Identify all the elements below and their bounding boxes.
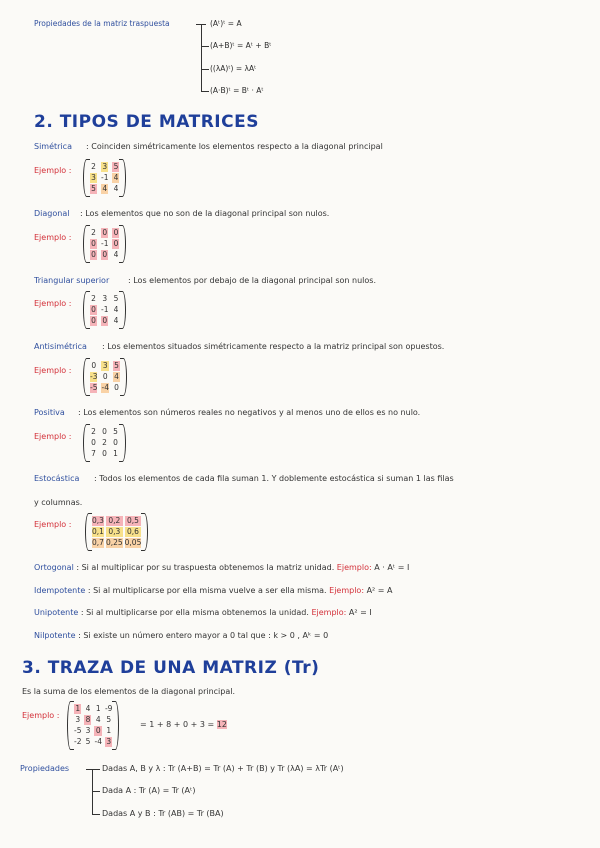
matrix-cell: -3: [90, 372, 98, 381]
matrix-cell: 0: [102, 250, 108, 259]
matrix-cell: 0: [102, 228, 108, 237]
bracket-tick: [201, 69, 209, 70]
matrix-cell: 2: [102, 438, 107, 447]
matrix-cell: -5: [74, 726, 82, 735]
matrix-cell: 0,3: [92, 516, 104, 525]
example-label: Ejemplo:: [329, 586, 365, 595]
matrix-cell: 7: [91, 449, 96, 458]
transpose-properties-label: Propiedades de la matriz traspuesta: [34, 19, 170, 28]
type-desc-symmetric: : Coinciden simétricamente los elementos respecto a la diagonal principal: [86, 142, 383, 151]
matrix-cell: 0,3: [106, 527, 123, 537]
matrix-cell: 0: [102, 372, 108, 381]
matrix-symmetric: [84, 162, 125, 194]
example-label: Ejemplo:: [336, 563, 372, 572]
matrix-cell: 0: [113, 438, 118, 447]
matrix-cell: 5: [85, 737, 91, 746]
section-2-title: 2. TIPOS DE MATRICES: [34, 112, 259, 132]
matrix-cell: 1: [113, 449, 118, 458]
matrix-cell: 0: [91, 316, 96, 325]
matrix-cell: 3: [75, 715, 81, 724]
row-nilpotent: [34, 631, 328, 640]
matrix-cell: -1: [101, 173, 109, 182]
matrix-cell: 0: [91, 361, 97, 370]
orthogonal-example: A · Aᵗ = I: [374, 563, 410, 572]
matrix-cell: 1: [95, 704, 101, 713]
matrix-cell: 3: [85, 726, 91, 735]
example-label: Ejemplo :: [22, 711, 60, 720]
matrix-cell: 0,6: [125, 527, 142, 537]
matrix-cell: 0: [102, 449, 107, 458]
matrix-diagonal: [84, 228, 125, 260]
matrix-cell: 4: [114, 372, 119, 381]
matrix-cell: 2: [91, 228, 96, 237]
trace-properties-label: Propiedades: [20, 764, 70, 773]
matrix-cell: 2: [91, 162, 96, 171]
matrix-cell: 0: [91, 438, 96, 447]
matrix-cell: -1: [101, 239, 109, 248]
trace-prop-1: Dadas A, B y λ : Tr (A+B) = Tr (A) + Tr (B) y Tr (λA) = λTr (Aᵗ): [102, 764, 344, 773]
type-desc-orthogonal: : Si al multiplicar por su traspuesta obtenemos la matriz unidad.: [76, 563, 335, 572]
type-name-nilpotent: Nilpotente: [34, 631, 76, 640]
matrix-cell: 3: [106, 737, 112, 746]
unipotent-example: A² = I: [348, 608, 372, 617]
matrix-cell: -2: [74, 737, 82, 746]
transpose-prop-1: (Aᵗ)ᵗ = A: [210, 19, 242, 28]
type-name-orthogonal: Ortogonal: [34, 563, 74, 572]
matrix-cell: 0: [95, 726, 101, 735]
bracket-tick: [86, 769, 100, 770]
matrix-cell: 0: [102, 427, 107, 436]
example-label: Ejemplo :: [34, 233, 72, 242]
section-3-title: 3. TRAZA DE UNA MATRIZ (Tr): [22, 658, 320, 678]
bracket-line: [201, 24, 202, 91]
matrix-cell: 3: [102, 162, 108, 171]
matrix-cell: 3: [91, 173, 96, 182]
matrix-cell: 0,5: [125, 516, 142, 526]
trace-sum: = 1 + 8 + 0 + 3 =: [140, 720, 215, 729]
matrix-antisymmetric: [84, 361, 126, 393]
type-desc-upper-triangular: : Los elementos por debajo de la diagonal principal son nulos.: [128, 276, 376, 285]
type-desc-stochastic-cont: y columnas.: [34, 498, 83, 507]
trace-value: 12: [216, 720, 227, 729]
example-label: Ejemplo :: [34, 520, 72, 529]
trace-result: [140, 720, 227, 729]
matrix-cell: -4: [101, 383, 109, 392]
type-desc-diagonal: : Los elementos que no son de la diagonal principal son nulos.: [80, 209, 330, 218]
type-desc-stochastic: : Todos los elementos de cada fila suman 1. Y doblemente estocástica si suman 1 las filas: [94, 474, 454, 483]
type-name-unipotent: Unipotente: [34, 608, 79, 617]
matrix-cell: 0,25: [105, 538, 123, 547]
matrix-cell: -1: [101, 305, 109, 314]
idempotent-example: A² = A: [366, 586, 393, 595]
type-desc-positive: : Los elementos son números reales no negativos y al menos uno de ellos es no nulo.: [78, 408, 421, 417]
matrix-stochastic: [86, 516, 147, 548]
type-desc-unipotent: : Si al multiplicarse por ella misma obtenemos la unidad.: [80, 608, 309, 617]
trace-prop-2: Dada A : Tr (A) = Tr (Aᵗ): [102, 786, 196, 795]
matrix-cell: 0: [91, 250, 96, 259]
matrix-cell: 0: [113, 228, 119, 237]
matrix-cell: -4: [94, 737, 102, 746]
matrix-positive: [84, 427, 125, 459]
transpose-prop-4: (A·B)ᵗ = Bᵗ · Aᵗ: [210, 86, 264, 95]
matrix-cell: 0: [91, 305, 96, 314]
trace-intro: Es la suma de los elementos de la diagonal principal.: [22, 687, 236, 696]
bracket-tick: [92, 814, 100, 815]
type-desc-antisymmetric: : Los elementos situados simétricamente respecto a la matriz principal son opuestos.: [102, 342, 445, 351]
matrix-cell: 2: [91, 427, 96, 436]
matrix-cell: 5: [114, 361, 119, 370]
matrix-cell: 4: [113, 305, 119, 314]
matrix-cell: 0,7: [92, 538, 104, 547]
matrix-cell: -9: [104, 704, 113, 713]
type-name-idempotent: Idempotente: [34, 586, 86, 595]
example-label: Ejemplo:: [311, 608, 347, 617]
bracket-tick: [201, 91, 209, 92]
type-name-upper-triangular: Triangular superior: [34, 276, 110, 285]
matrix-trace: [68, 704, 118, 747]
matrix-cell: 1: [106, 726, 112, 735]
example-label: Ejemplo :: [34, 166, 72, 175]
example-label: Ejemplo :: [34, 366, 72, 375]
bracket-tick: [92, 791, 100, 792]
matrix-cell: 5: [113, 162, 119, 171]
matrix-cell: 4: [113, 173, 119, 182]
matrix-cell: 0: [102, 316, 108, 325]
type-name-symmetric: Simétrica: [34, 142, 72, 151]
matrix-cell: 0,1: [92, 527, 104, 536]
type-name-stochastic: Estocástica: [34, 474, 80, 483]
transpose-prop-2: (A+B)ᵗ = Aᵗ + Bᵗ: [210, 41, 272, 50]
row-unipotent: [34, 608, 372, 617]
example-label: Ejemplo :: [34, 432, 72, 441]
matrix-cell: 5: [113, 427, 118, 436]
matrix-cell: 5: [106, 715, 112, 724]
matrix-cell: 0,2: [106, 516, 123, 526]
matrix-cell: 4: [113, 250, 119, 259]
matrix-cell: -5: [90, 383, 98, 392]
type-name-positive: Positiva: [34, 408, 65, 417]
matrix-cell: 1: [75, 704, 81, 713]
matrix-cell: 8: [85, 715, 91, 724]
type-desc-nilpotent: : Si existe un número entero mayor a 0 tal que : k > 0 , Aᵏ = 0: [78, 631, 329, 640]
matrix-cell: 5: [91, 184, 96, 193]
trace-prop-3: Dadas A y B : Tr (AB) = Tr (BA): [102, 809, 224, 818]
bracket-tick: [201, 46, 209, 47]
matrix-cell: 4: [85, 704, 91, 713]
matrix-cell: 4: [113, 184, 119, 193]
example-label: Ejemplo :: [34, 299, 72, 308]
type-name-antisymmetric: Antisimétrica: [34, 342, 87, 351]
matrix-cell: 0,05: [124, 538, 142, 547]
matrix-cell: 2: [91, 294, 96, 303]
row-idempotent: [34, 586, 393, 595]
row-orthogonal: [34, 563, 409, 572]
matrix-cell: 5: [113, 294, 119, 303]
type-name-diagonal: Diagonal: [34, 209, 70, 218]
matrix-cell: 0: [113, 239, 119, 248]
matrix-cell: 0: [91, 239, 96, 248]
type-desc-idempotent: : Si al multiplicarse por ella misma vuelve a ser ella misma.: [87, 586, 327, 595]
matrix-cell: 0: [114, 383, 119, 392]
matrix-cell: 4: [102, 184, 108, 193]
matrix-cell: 3: [102, 361, 108, 370]
matrix-cell: 4: [113, 316, 119, 325]
matrix-cell: 4: [95, 715, 101, 724]
matrix-cell: 3: [102, 294, 108, 303]
matrix-upper-triangular: [84, 294, 125, 326]
transpose-prop-3: ((λA)ᵗ) = λAᵗ: [210, 64, 257, 73]
